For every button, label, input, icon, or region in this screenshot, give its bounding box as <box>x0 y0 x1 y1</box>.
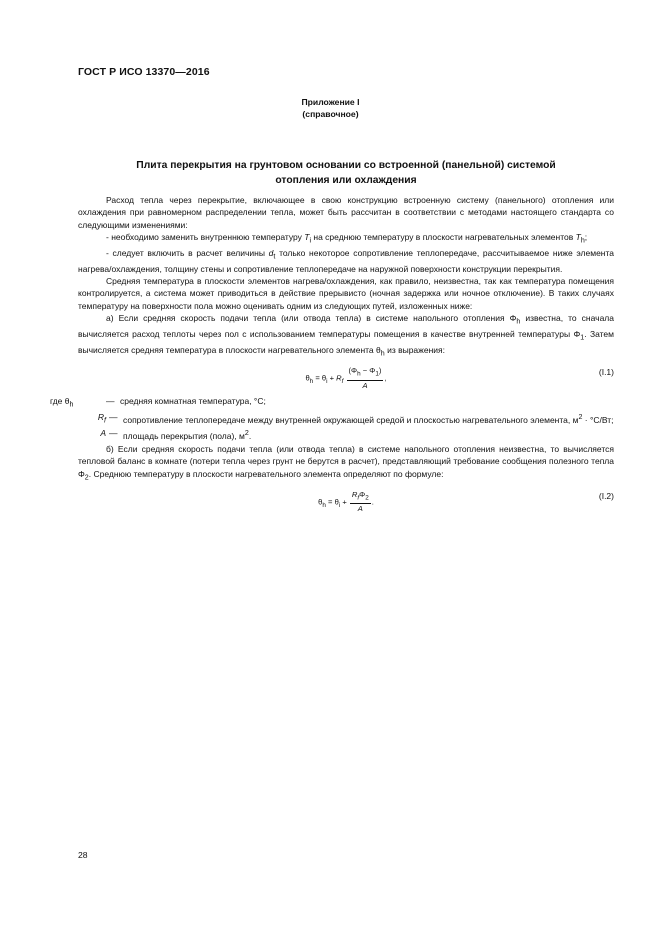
text-run: б) Если средняя скорость подачи тепла (или отвода тепла) в системе напольного отопления неизвестна, то вычисляется тепловой баланс в комнате (потери тепла через грунт не берутся в расчет), представляющий требование сообщения полезного тепла Φ <box>78 444 614 479</box>
definition-text <box>123 411 614 427</box>
bullet-include-resistance <box>78 247 614 275</box>
definitions-list <box>50 395 614 442</box>
subscript: i <box>326 377 328 385</box>
formula-symbol: R <box>97 411 105 422</box>
text-run: из выражения: <box>384 345 445 356</box>
subscript: h <box>357 370 361 378</box>
subscript: h <box>69 400 74 409</box>
subscript: f <box>104 416 106 425</box>
definition-dash: — <box>106 396 115 406</box>
text-run: - необходимо заменить внутреннюю температуру <box>106 231 305 242</box>
fraction-numerator <box>350 490 371 505</box>
text-run: только некоторое сопротивление теплопередаче, рассчитываемое ниже элемента нагрева/охлаждения, толщину стены и сопротивление теплопередаче на наружной поверхности конструкции перекрытия. <box>78 247 615 274</box>
symbol: T <box>575 231 581 242</box>
subscript: h <box>516 317 521 326</box>
formula-symbol: ) <box>378 366 382 375</box>
definition-dash: — <box>109 427 118 438</box>
subscript: 2 <box>365 494 369 502</box>
formula-punctuation: , <box>384 373 387 383</box>
paragraph-intro: Расход тепла через перекрытие, включающее в свою конструкцию встроенную систему (панельного) отопления или охлаждения при равномерном распределении тепла, может быть рассчитан в соответствии с методами настоящего стандарта со следующими изменениями: <box>78 195 614 230</box>
body-text <box>50 194 615 519</box>
formula-punctuation: . <box>371 496 374 506</box>
formula-symbol: R <box>351 489 358 499</box>
formula-symbol: − Φ <box>360 366 376 375</box>
standard-header: ГОСТ Р ИСО 13370—2016 <box>78 66 210 78</box>
formula-1-fraction <box>347 366 387 391</box>
fraction-denominator: A <box>357 504 363 514</box>
text-run: ; <box>584 231 588 242</box>
text-run: площадь перекрытия (пола), м <box>123 430 245 441</box>
subscript: h <box>380 349 385 358</box>
definition-theta <box>50 395 614 411</box>
formula-1 <box>78 362 614 392</box>
fraction-numerator <box>347 366 387 383</box>
subscript: f <box>341 377 344 385</box>
subscript: 2 <box>84 473 89 482</box>
section-title <box>78 158 614 188</box>
page-number: 28 <box>78 850 88 860</box>
definition-symbol <box>78 411 109 427</box>
subscript: h <box>322 501 326 509</box>
text-run: - следует включить в расчет величины <box>106 247 269 258</box>
section-title-line2: отопления или охлаждения <box>275 175 417 186</box>
bullet-replace-temperature <box>78 231 614 247</box>
subscript: i <box>338 501 341 509</box>
formula-2-fraction <box>350 490 371 515</box>
subscript: 1 <box>580 333 585 342</box>
subscript: h <box>580 236 585 245</box>
formula-symbol: Φ <box>359 489 366 499</box>
formula-symbol: θ <box>318 496 323 506</box>
formula-operator: + <box>340 496 349 506</box>
definition-resistance <box>78 411 614 427</box>
subscript: h <box>309 377 314 385</box>
definition-symbol <box>50 395 106 411</box>
formula-symbol: θ <box>64 396 70 406</box>
subscript: i <box>309 236 312 245</box>
annex-note: (справочное) <box>302 109 359 119</box>
formula-1-expression <box>78 366 614 391</box>
text-run: известна, то сначала вычисляется расход теплоты через пол с использованием температуры помещения в качестве внутренней температуры Φ <box>78 313 614 340</box>
formula-symbol: A <box>100 427 106 438</box>
formula-symbol: (Φ <box>348 366 358 375</box>
text-run: . Затем вычисляется средняя температура в плоскости нагревательного элемента θ <box>78 329 614 356</box>
fraction-denominator: A <box>362 380 368 390</box>
subscript: f <box>357 494 360 502</box>
annex-title: Приложение I <box>301 97 360 107</box>
section-title-line1: Плита перекрытия на грунтовом основании со встроенной (панельной) системой <box>136 160 556 171</box>
text-run: . <box>248 430 252 441</box>
superscript: 2 <box>244 428 249 437</box>
definition-dash: — <box>109 411 118 422</box>
formula-2-expression <box>78 490 614 515</box>
formula-symbol: θ <box>305 373 310 383</box>
definition-text <box>123 427 614 442</box>
text-run: на среднюю температуру в плоскости нагревательных элементов <box>311 231 576 242</box>
formula-2 <box>78 486 614 516</box>
paragraph-case-a <box>78 312 614 360</box>
formula-operator: + <box>327 373 337 383</box>
formula-2-number: (I.2) <box>598 490 614 501</box>
paragraph-case-b <box>78 443 614 484</box>
definition-text: средняя комнатная температура, °С; <box>120 396 266 406</box>
symbol: T <box>304 231 310 242</box>
text-run: а) Если средняя скорость подачи тепла (или отвода тепла) в системе напольного отопления Φ <box>106 313 517 324</box>
symbol: d <box>268 247 274 258</box>
formula-symbol: R <box>336 373 342 383</box>
paragraph-mean-temperature: Средняя температура в плоскости элементов нагрева/охлаждения, как правило, неизвестна, так как температура помещения контролируется, а система может приводиться в действие прерывисто (ночная задержка или ночное отключение). В таких случаях температуру на поверхности пола можно оценивать одним из следующих путей, изложенных ниже: <box>78 276 614 311</box>
text-run: · °С/Вт; <box>582 414 614 425</box>
text-run: сопротивление теплопередаче между внутренней окружающей средой и плоскостью нагревательного элемента, м <box>123 414 579 425</box>
formula-symbol: = θ <box>325 496 339 506</box>
definition-area <box>78 427 614 442</box>
definition-symbol <box>78 427 109 442</box>
formula-symbol: = θ <box>313 373 327 383</box>
superscript: 2 <box>578 412 583 421</box>
subscript: t <box>273 252 276 261</box>
subscript: 1 <box>375 370 379 378</box>
formula-1-number: (I.1) <box>598 367 614 377</box>
where-label: где <box>50 396 65 406</box>
text-run: . Среднюю температуру в плоскости нагревательного элемента определяют по формуле: <box>88 468 444 479</box>
